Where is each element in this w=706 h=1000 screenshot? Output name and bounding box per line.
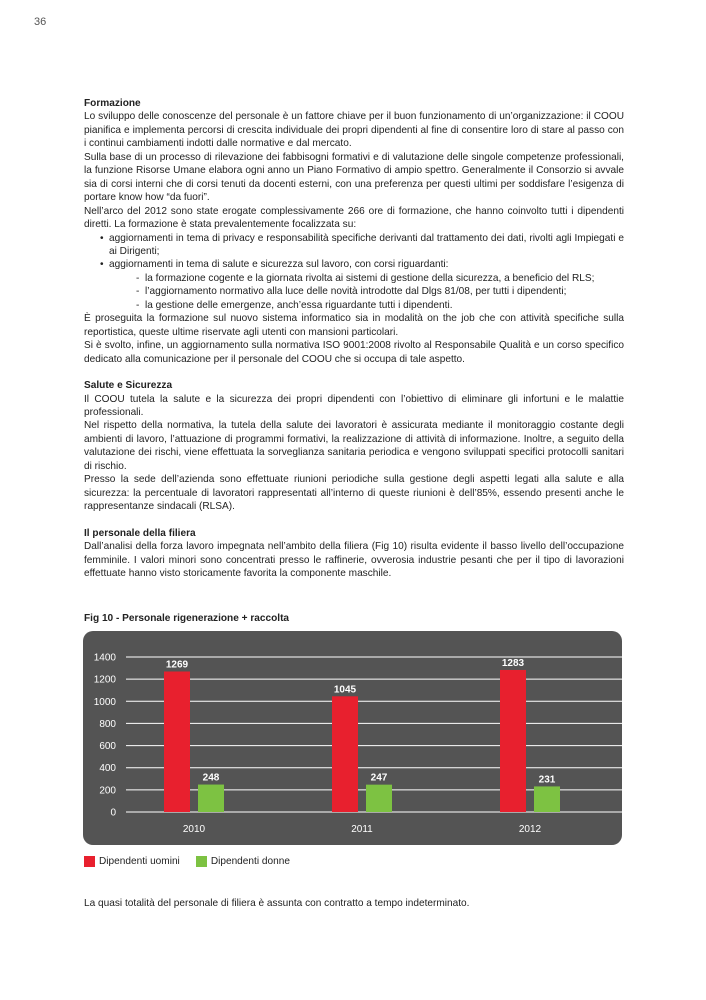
x-tick-label: 2010 <box>182 824 206 835</box>
legend-item-donne <box>196 856 290 867</box>
bar-uomini <box>500 670 526 812</box>
y-tick-label: 1200 <box>93 674 116 686</box>
bullet-item <box>84 258 624 312</box>
section-heading-salute: Salute e Sicurezza <box>84 380 173 392</box>
y-tick-label: 800 <box>99 718 116 730</box>
bar-donne <box>366 785 392 812</box>
dash-text: l’aggiornamento normativo alla luce delle novità introdotte dal Dlgs 81/08, per tutti i dipendenti; <box>145 286 567 298</box>
x-tick-label: 2011 <box>351 824 373 835</box>
paragraph: Nell’arco del 2012 sono state erogate complessivamente 266 ore di formazione, che hanno coinvolto tutti i dipendenti diretti. La formazione è stata prevalentemente focalizzata su: <box>84 205 624 231</box>
y-tick-label: 0 <box>110 807 116 819</box>
y-tick-label: 1400 <box>93 652 116 664</box>
bar-value-label: 1045 <box>333 684 357 696</box>
spacer <box>84 514 624 527</box>
text-body <box>84 97 624 580</box>
paragraph: È proseguita la formazione sul nuovo sistema informatico sia in modalità on the job che con attività specifiche sulla reportistica, queste ultime riservate agli utenti con mansioni particolari. <box>84 313 624 338</box>
bar-uomini <box>164 672 190 812</box>
bar-value-label: 248 <box>202 772 220 784</box>
dash-item <box>109 272 624 285</box>
bullet-text: aggiornamenti in tema di salute e sicurezza sul lavoro, con corsi riguardanti: <box>109 259 449 271</box>
bar-donne <box>198 785 224 812</box>
y-tick-label: 600 <box>99 741 116 753</box>
section-heading-filiera: Il personale della filiera <box>84 527 196 539</box>
legend-swatch-red <box>84 856 95 867</box>
y-tick-label: 400 <box>99 763 116 775</box>
chart-svg <box>83 631 622 845</box>
chart-legend <box>84 856 306 867</box>
bullet-list <box>84 232 624 313</box>
dash-text: la formazione cogente e la giornata rivolta ai sistemi di gestione della sicurezza, a beneficio del RLS; <box>145 272 595 284</box>
bar-value-label: 231 <box>538 774 556 786</box>
bullet-item <box>84 232 624 259</box>
dash-list <box>109 272 624 312</box>
figure-title: Fig 10 - Personale rigenerazione + raccolta <box>84 613 290 624</box>
paragraph: Nel rispetto della normativa, la tutela della salute dei lavoratori è assicurata mediante il monitoraggio costante degli ambienti di lavoro, l’attuazione di programmi formativi, la realizzazione di attività di informazione. Inoltre, a seguito della valutazione dei rischi, viene effettuata la sorveglianza sanitaria periodica e vengono sviluppati specifici protocolli sanitari di rischio. <box>84 420 624 472</box>
legend-swatch-green <box>196 856 207 867</box>
bar-uomini <box>332 696 358 812</box>
y-tick-label: 200 <box>99 785 116 797</box>
bar-chart <box>83 631 622 845</box>
bar-value-label: 1269 <box>165 659 189 671</box>
y-tick-label: 1000 <box>93 696 116 708</box>
paragraph: Presso la sede dell’azienda sono effettuate riunioni periodiche sulla gestione degli aspetti legati alla salute e alla sicurezza: la percentuale di lavoratori rappresentati all’interno di queste riunioni è dell’85%, essendo presenti anche le rappresentanze sindacali (RLSA). <box>84 474 624 513</box>
spacer <box>84 366 624 379</box>
page-number: 36 <box>34 16 47 28</box>
paragraph: Lo sviluppo delle conoscenze del personale è un fattore chiave per il buon funzionamento di un’organizzazione: il COOU pianifica e implementa percorsi di crescita individuale dei propri dipendenti al fine di consentire loro di stare al passo con i continui cambiamenti indotti dalle normative e dal mercato. <box>84 111 624 150</box>
bar-value-label: 247 <box>370 772 388 784</box>
legend-label: Dipendenti donne <box>210 856 290 867</box>
paragraph: Si è svolto, infine, un aggiornamento sulla normativa ISO 9001:2008 rivolto al Responsabile Qualità e un corso specifico dedicato alla comunicazione per il personale del COOU che si occupa di tale aspetto. <box>84 340 624 365</box>
x-tick-label: 2012 <box>518 824 542 835</box>
bar-donne <box>534 786 560 812</box>
paragraph: Il COOU tutela la salute e la sicurezza dei propri dipendenti con l’obiettivo di eliminare gli infortuni e le malattie professionali. <box>84 393 624 418</box>
legend-label: Dipendenti uomini <box>99 856 180 867</box>
section-heading-formazione: Formazione <box>84 98 141 109</box>
bar-value-label: 1283 <box>501 657 525 669</box>
dash-item <box>109 299 624 312</box>
dash-item <box>109 285 624 298</box>
dash-text: la gestione delle emergenze, anch’essa riguardante tutti i dipendenti. <box>145 299 453 311</box>
paragraph: Dall’analisi della forza lavoro impegnata nell’ambito della filiera (Fig 10) risulta evidente il basso livello dell’occupazione femminile. I valori minori sono concentrati presso le raffinerie, ovverosia industrie pesanti che per il tipo di lavorazioni effettuate hanno visto storicamente favorita la componente maschile. <box>84 541 624 579</box>
footer-note: La quasi totalità del personale di filiera è assunta con contratto a tempo indeterminato. <box>84 898 470 909</box>
legend-item-uomini <box>84 856 180 867</box>
bullet-text: aggiornamenti in tema di privacy e responsabilità specifiche derivanti dal trattamento dei dati, rivolti agli Impiegati e ai Dirigenti; <box>109 232 624 257</box>
paragraph: Sulla base di un processo di rilevazione dei fabbisogni formativi e di valutazione delle singole competenze professionali, la funzione Risorse Umane elabora ogni anno un Piano Formativo di ampio spettro. Generalmente il Consorzio si avvale sia di corsi interni che di corsi tenuti da docenti esterni, con una preferenza per questi ultimi per soddisfare l’esigenza di portare know how “da fuori”. <box>84 151 624 204</box>
